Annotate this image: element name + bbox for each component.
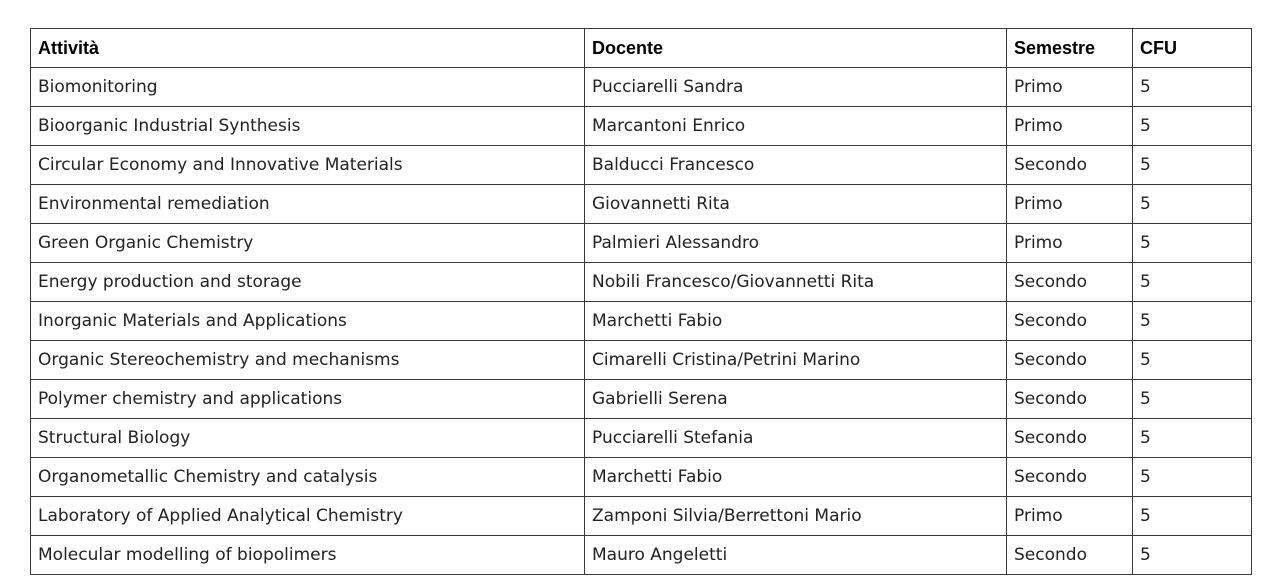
- header-docente: Docente: [585, 29, 1007, 68]
- cell-cfu: 5: [1133, 146, 1252, 185]
- table-row: [31, 341, 1252, 380]
- cell-cfu: 5: [1133, 224, 1252, 263]
- cell-docente: Marcantoni Enrico: [585, 107, 1007, 146]
- cell-docente: Marchetti Fabio: [585, 458, 1007, 497]
- cell-attivita: Green Organic Chemistry: [31, 224, 585, 263]
- cell-attivita: Organic Stereochemistry and mechanisms: [31, 341, 585, 380]
- course-table: [30, 28, 1252, 575]
- header-cfu: CFU: [1133, 29, 1252, 68]
- cell-cfu: 5: [1133, 341, 1252, 380]
- cell-attivita: Structural Biology: [31, 419, 585, 458]
- header-attivita: Attività: [31, 29, 585, 68]
- table-row: [31, 419, 1252, 458]
- cell-docente: Cimarelli Cristina/Petrini Marino: [585, 341, 1007, 380]
- table-row: [31, 302, 1252, 341]
- cell-cfu: 5: [1133, 380, 1252, 419]
- cell-semestre: Primo: [1007, 185, 1133, 224]
- table-row: [31, 68, 1252, 107]
- cell-attivita: Organometallic Chemistry and catalysis: [31, 458, 585, 497]
- cell-attivita: Circular Economy and Innovative Materials: [31, 146, 585, 185]
- cell-attivita: Environmental remediation: [31, 185, 585, 224]
- cell-cfu: 5: [1133, 497, 1252, 536]
- table-row: [31, 107, 1252, 146]
- cell-docente: Nobili Francesco/Giovannetti Rita: [585, 263, 1007, 302]
- table-row: [31, 185, 1252, 224]
- course-table-container: [30, 28, 1252, 575]
- cell-semestre: Secondo: [1007, 380, 1133, 419]
- cell-semestre: Primo: [1007, 497, 1133, 536]
- cell-semestre: Secondo: [1007, 419, 1133, 458]
- cell-attivita: Inorganic Materials and Applications: [31, 302, 585, 341]
- cell-semestre: Primo: [1007, 107, 1133, 146]
- cell-docente: Pucciarelli Stefania: [585, 419, 1007, 458]
- cell-semestre: Primo: [1007, 224, 1133, 263]
- cell-semestre: Secondo: [1007, 146, 1133, 185]
- table-row: [31, 536, 1252, 575]
- cell-semestre: Primo: [1007, 68, 1133, 107]
- cell-attivita: Bioorganic Industrial Synthesis: [31, 107, 585, 146]
- cell-cfu: 5: [1133, 68, 1252, 107]
- table-row: [31, 263, 1252, 302]
- table-row: [31, 497, 1252, 536]
- cell-docente: Gabrielli Serena: [585, 380, 1007, 419]
- cell-attivita: Laboratory of Applied Analytical Chemistry: [31, 497, 585, 536]
- cell-docente: Giovannetti Rita: [585, 185, 1007, 224]
- cell-docente: Mauro Angeletti: [585, 536, 1007, 575]
- cell-cfu: 5: [1133, 419, 1252, 458]
- table-row: [31, 458, 1252, 497]
- cell-cfu: 5: [1133, 302, 1252, 341]
- cell-attivita: Polymer chemistry and applications: [31, 380, 585, 419]
- cell-cfu: 5: [1133, 107, 1252, 146]
- cell-semestre: Secondo: [1007, 458, 1133, 497]
- table-body: [31, 68, 1252, 575]
- cell-docente: Pucciarelli Sandra: [585, 68, 1007, 107]
- table-row: [31, 224, 1252, 263]
- cell-cfu: 5: [1133, 536, 1252, 575]
- table-row: [31, 380, 1252, 419]
- cell-semestre: Secondo: [1007, 302, 1133, 341]
- cell-cfu: 5: [1133, 263, 1252, 302]
- table-header-row: [31, 29, 1252, 68]
- cell-attivita: Biomonitoring: [31, 68, 585, 107]
- cell-semestre: Secondo: [1007, 536, 1133, 575]
- cell-docente: Marchetti Fabio: [585, 302, 1007, 341]
- cell-semestre: Secondo: [1007, 263, 1133, 302]
- cell-cfu: 5: [1133, 185, 1252, 224]
- cell-docente: Zamponi Silvia/Berrettoni Mario: [585, 497, 1007, 536]
- cell-docente: Palmieri Alessandro: [585, 224, 1007, 263]
- table-row: [31, 146, 1252, 185]
- header-semestre: Semestre: [1007, 29, 1133, 68]
- cell-cfu: 5: [1133, 458, 1252, 497]
- cell-docente: Balducci Francesco: [585, 146, 1007, 185]
- cell-attivita: Molecular modelling of biopolimers: [31, 536, 585, 575]
- cell-attivita: Energy production and storage: [31, 263, 585, 302]
- cell-semestre: Secondo: [1007, 341, 1133, 380]
